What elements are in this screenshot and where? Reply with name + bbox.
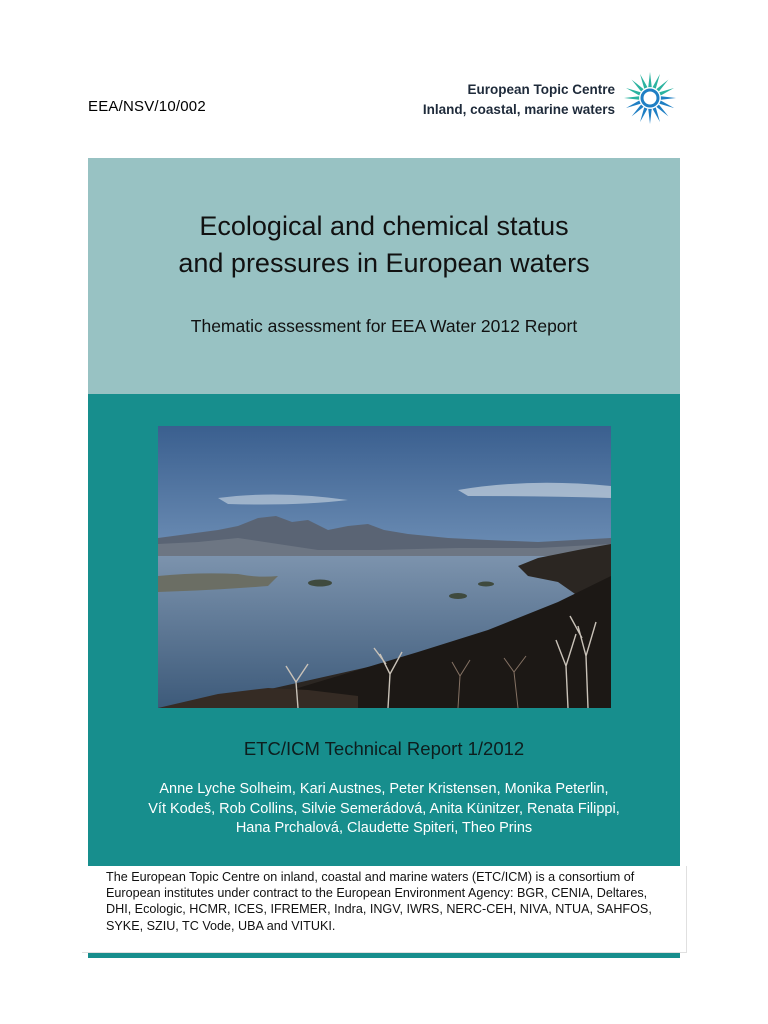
logo-ray xyxy=(632,104,644,116)
etc-icm-logo-icon xyxy=(620,68,680,128)
logo-ray xyxy=(648,72,652,87)
consortium-line: SYKE, SZIU, TC Vode, UBA and VITUKI. xyxy=(106,918,336,933)
logo-ray xyxy=(653,107,660,122)
logo-ray xyxy=(640,74,647,89)
report-subtitle: Thematic assessment for EEA Water 2012 Report xyxy=(190,316,578,336)
logo-ray xyxy=(659,101,674,108)
author-line: Anne Lyche Solheim, Kari Austnes, Peter Kristensen, Monika Peterlin, xyxy=(159,781,609,797)
logo-ray xyxy=(661,96,676,100)
logo-ray xyxy=(624,96,639,100)
author-line: Vít Kodeš, Rob Collins, Silvie Semerádová, Anita Künitzer, Renata Filippi, xyxy=(148,800,620,817)
consortium-statement xyxy=(82,866,686,934)
report-title-line-1: Ecological and chemical status xyxy=(199,211,569,241)
report-cover xyxy=(88,158,680,958)
logo-ray xyxy=(632,80,644,92)
brand-line-1: European Topic Centre xyxy=(467,82,615,97)
lake-landscape-photo xyxy=(158,426,611,708)
consortium-statement-box xyxy=(82,866,687,953)
consortium-line: DHI, Ecologic, HCMR, ICES, IFREMER, Indra, INGV, IWRS, NERC-CEH, NIVA, NTUA, SAHFOS, xyxy=(106,902,652,917)
logo-ray xyxy=(648,109,652,124)
report-title-line-2: and pressures in European waters xyxy=(178,248,590,278)
brand-name xyxy=(405,80,615,120)
consortium-line: The European Topic Centre on inland, coastal and marine waters (ETC/ICM) is a consortium of xyxy=(106,870,635,884)
logo-ray xyxy=(626,88,641,95)
logo-ring xyxy=(642,90,658,106)
document-reference: EEA/NSV/10/002 xyxy=(88,98,206,115)
technical-report-number: ETC/ICM Technical Report 1/2012 xyxy=(243,738,525,759)
logo-ray xyxy=(653,74,660,89)
logo-ray xyxy=(656,80,668,92)
author-line: Hana Prchalová, Claudette Spiteri, Theo Prins xyxy=(235,820,533,836)
consortium-line: European institutes under contract to the European Environment Agency: BGR, CENIA, Deltares, xyxy=(106,886,648,901)
logo-ray xyxy=(640,107,647,122)
author-list xyxy=(88,780,680,839)
report-title xyxy=(88,208,680,282)
logo-ray xyxy=(656,104,668,116)
logo-ray xyxy=(626,101,641,108)
brand-line-2: Inland, coastal, marine waters xyxy=(422,102,615,117)
logo-ray xyxy=(659,88,674,95)
